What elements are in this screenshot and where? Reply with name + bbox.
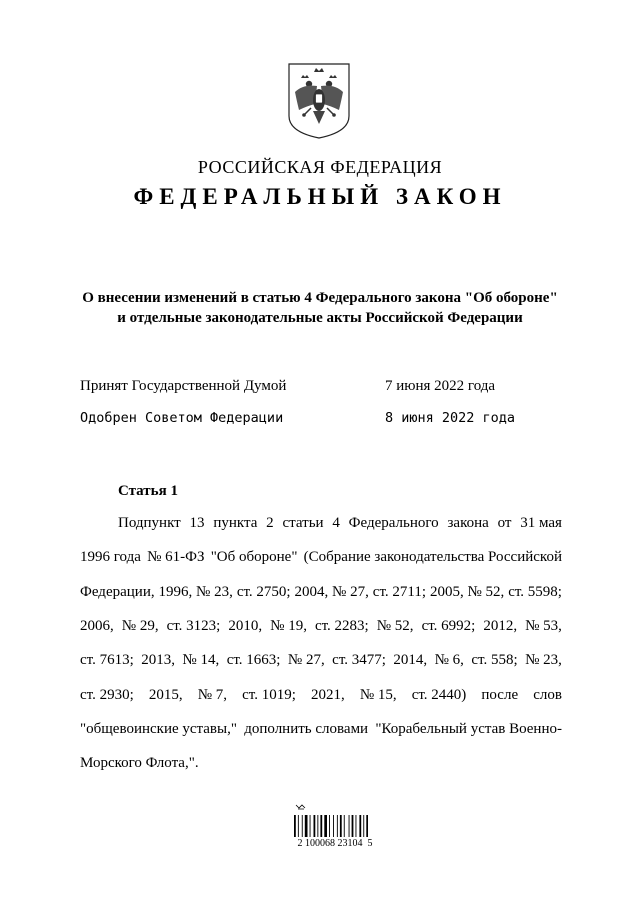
article-text-line [80, 721, 562, 738]
article-word: ст. 2930; [80, 687, 134, 703]
law-title [60, 288, 580, 328]
article-word: 2010, [228, 618, 263, 634]
article-word: 1996 года [80, 549, 141, 565]
article-word: ст. 5598; [508, 584, 562, 600]
barcode-bar [352, 815, 354, 837]
article-word: 2021, [310, 687, 345, 703]
article-word: ст. 2750; [236, 584, 291, 600]
article-word: № 6, [434, 652, 464, 668]
article-word: ст. 558; [471, 652, 518, 668]
article-word: ст. 2440) [411, 687, 467, 703]
article-word: 2015, [148, 687, 183, 703]
article-word: ст. 1663; [226, 652, 281, 668]
barcode-bar [320, 815, 322, 837]
article-word: № 53, [525, 618, 562, 634]
barcode-bar [344, 815, 345, 837]
barcode-bar [356, 815, 357, 837]
article-word: ст. 7613; [80, 652, 134, 668]
article-word: № 15, [359, 687, 397, 703]
barcode-bar [314, 815, 316, 837]
article-word: № 29, [121, 618, 159, 634]
article-word: "Об обороне" [210, 549, 298, 565]
article-word: 2013, [141, 652, 175, 668]
article-word: 2014, [393, 652, 428, 668]
duma-adoption-date: 7 июня 2022 года [385, 378, 496, 394]
country-name: РОССИЙСКАЯ ФЕДЕРАЦИЯ [197, 157, 443, 177]
barcode-bar [302, 815, 303, 837]
barcode-bar [340, 815, 342, 837]
article-word: ст. 3123; [166, 618, 221, 634]
article-word: 2012, [483, 618, 518, 634]
article-word: "общевоинские уставы," [80, 721, 237, 737]
article-word: статьи [282, 515, 324, 531]
article-word: 13 [189, 515, 205, 531]
article-word: после [481, 687, 519, 703]
barcode-bar [359, 815, 361, 837]
article-word: 2006, [80, 618, 114, 634]
barcode-bar [324, 815, 327, 837]
article-text-line [80, 584, 562, 601]
article-word: № 27, [287, 652, 325, 668]
council-approval-date: 8 июня 2022 года [385, 410, 516, 426]
law-title-line: О внесении изменений в статью 4 Федерального закона "Об обороне" [82, 290, 558, 306]
article-word: ст. 3477; [332, 652, 386, 668]
duma-adoption-label: Принят Государственной Думой [80, 378, 287, 394]
law-title-line: и отдельные законодательные акты Российской Федерации [117, 310, 523, 326]
article-text-line [80, 755, 562, 772]
article-word: пункта [213, 515, 258, 531]
barcode [288, 803, 368, 858]
article-word: Федерации, [80, 584, 155, 600]
article-word: закона [447, 515, 489, 531]
barcode-bar [329, 815, 330, 837]
article-word: № 61-ФЗ [147, 549, 205, 565]
article-word: 2 [266, 515, 274, 531]
article-word: № 23, [525, 652, 562, 668]
article-word: № 14, [182, 652, 220, 668]
article-word: ст. 2711; [372, 584, 426, 600]
barcode-bar [333, 815, 334, 837]
article-text-line [118, 515, 562, 532]
article-text-line [80, 549, 562, 566]
barcode-number: 2 100068 23104 5 [297, 838, 373, 849]
barcode-bar [366, 815, 368, 837]
article-word: 2005, № 52, [429, 584, 505, 600]
article-word: дополнить словами [244, 721, 369, 737]
article-heading: Статья 1 [118, 483, 178, 499]
article-word: Подпункт [118, 515, 181, 531]
article-word: 1996, № 23, [158, 584, 233, 600]
article-word: Морского Флота,". [80, 755, 199, 771]
article-text-line [80, 652, 562, 669]
barcode-bar [310, 815, 311, 837]
council-approval-label: Одобрен Советом Федерации [80, 410, 284, 426]
barcode-bar [305, 815, 308, 837]
article-text-line [80, 687, 562, 704]
article-word: ст. 2283; [314, 618, 369, 634]
article-word: № 19, [270, 618, 307, 634]
barcode-bar [317, 815, 318, 837]
article-word: № 7, [197, 687, 228, 703]
article-word: (Собрание законодательства Российской [303, 549, 562, 565]
article-word: ст. 1019; [242, 687, 296, 703]
barcode-bar [294, 815, 296, 837]
article-word: Федерального [348, 515, 439, 531]
article-word: 31 мая [520, 515, 562, 531]
state-emblem-icon [287, 62, 351, 140]
article-word: ст. 6992; [421, 618, 476, 634]
article-text-line [80, 618, 562, 635]
article-word: слов [533, 687, 562, 703]
article-word: 2004, № 27, [294, 584, 369, 600]
barcode-bar [349, 815, 350, 837]
article-word: № 52, [376, 618, 414, 634]
barcode-bar [298, 815, 299, 837]
barcode-bar [363, 815, 364, 837]
document-type: ФЕДЕРАЛЬНЫЙ ЗАКОН [133, 184, 507, 209]
article-word: "Корабельный устав Военно- [375, 721, 562, 737]
article-word: 4 [332, 515, 340, 531]
article-word: от [497, 515, 512, 531]
barcode-bar [337, 815, 338, 837]
